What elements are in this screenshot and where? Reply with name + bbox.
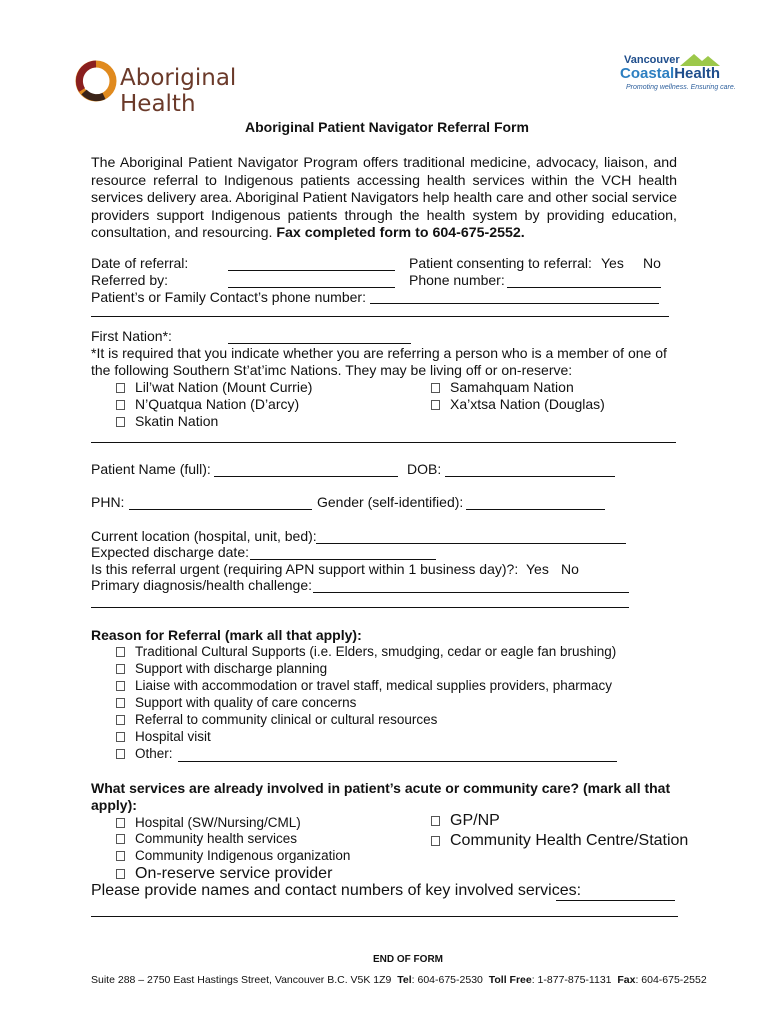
nation-skatin[interactable] [116,413,218,429]
nation-nquatqua[interactable] [116,396,299,412]
phone-number-field[interactable] [507,287,661,288]
checkbox[interactable] [116,681,125,691]
checkbox[interactable] [116,698,125,708]
service-label: GP/NP [450,812,500,829]
checkbox[interactable] [116,869,125,879]
footer-fax-label: Fax [617,974,636,986]
service-community-indigenous[interactable] [116,848,350,864]
divider [91,316,669,317]
checkbox[interactable] [116,732,125,742]
patient-name-label: Patient Name (full): [91,461,211,477]
date-of-referral-label: Date of referral: [91,255,189,271]
reason-item[interactable] [116,729,211,745]
patient-name-field[interactable] [214,476,398,477]
first-nation-note: *It is required that you indicate whether you are referring a person who is a member of one of the following Southern St’at’imc Nations. They may be living off or on-reserve: [91,345,667,378]
reason-item-label: Support with quality of care concerns [135,695,357,710]
urgent-yes-option[interactable]: Yes [526,561,549,577]
reason-item[interactable] [116,695,356,711]
checkbox[interactable] [431,816,440,826]
dob-label: DOB: [407,461,442,477]
checkbox[interactable] [116,749,125,759]
footer-contact [91,974,707,986]
footer-tel-label: Tel [397,974,412,986]
reason-item[interactable] [116,712,437,728]
referred-by-field[interactable] [228,287,395,288]
intro-text: The Aboriginal Patient Navigator Program offers traditional medicine, advocacy, liaison, and resource referral to Indigenous patients accessing health services within the VCH health services delivery area. Aboriginal Patient Navigators help health care and other social service providers support Indigenous patients through the health system by providing education, consultation, and resourcing. [91,155,677,241]
service-label: On-reserve service provider [135,865,333,882]
nation-lilwat[interactable] [116,379,312,395]
reason-item-label: Liaise with accommodation or travel staff, medical supplies providers, pharmacy [135,678,612,693]
vch-tagline: Promoting wellness. Ensuring care. [626,84,736,91]
aboriginal-health-logo [74,56,304,117]
checkbox[interactable] [116,417,125,427]
names-prompt: Please provide names and contact numbers of key involved services: [91,882,582,899]
discharge-date-field[interactable] [250,559,436,560]
current-location-label: Current location (hospital, unit, bed): [91,528,317,544]
nation-lilwat-label: Lil’wat Nation (Mount Currie) [135,379,313,395]
reason-item-label: Hospital visit [135,729,211,744]
nation-skatin-label: Skatin Nation [135,413,219,429]
service-label: Community health services [135,831,298,846]
reason-item-label: Traditional Cultural Supports (i.e. Elders, smudging, cedar or eagle fan brushing) [135,644,617,659]
service-hospital[interactable] [116,815,301,831]
phn-label: PHN: [91,494,125,510]
footer-tollfree: : 1-877-875-1131 [531,974,612,986]
reason-item-label: Support with discharge planning [135,661,328,676]
primary-diagnosis-field[interactable] [313,592,629,593]
checkbox[interactable] [116,647,125,657]
nation-xaxtsa[interactable] [431,396,605,412]
nation-samahquam[interactable] [431,379,574,395]
urgent-no-option[interactable]: No [561,561,579,577]
intro-paragraph [91,155,677,243]
reason-item[interactable] [116,661,327,677]
date-of-referral-field[interactable] [228,270,395,271]
checkbox[interactable] [116,715,125,725]
checkbox[interactable] [116,818,125,828]
names-field[interactable] [556,900,675,901]
phn-field[interactable] [129,509,312,510]
vch-health: Health [674,65,721,82]
checkbox[interactable] [431,400,440,410]
reason-item-label: Other: [135,746,173,761]
fax-note: Fax completed form to 604-675-2552. [276,225,525,241]
footer-address: Suite 288 – 2750 East Hastings Street, Vancouver B.C. V5K 1Z9 [91,974,392,986]
aboriginal-health-circle-icon [74,58,118,104]
footer-fax: : 604-675-2552 [635,974,707,986]
checkbox[interactable] [116,664,125,674]
other-reason-field[interactable] [178,761,617,762]
service-gpnp[interactable] [431,812,500,830]
aboriginal-health-wordmark: Aboriginal Health [120,65,237,117]
first-nation-field[interactable] [228,343,411,344]
end-of-form: END OF FORM [373,954,443,965]
service-label: Community Indigenous organization [135,848,351,863]
footer-tollfree-label: Toll Free [488,974,532,986]
service-on-reserve[interactable] [116,865,332,883]
names-field-line2[interactable] [91,916,678,917]
checkbox[interactable] [431,836,440,846]
reason-item-label: Referral to community clinical or cultural resources [135,712,438,727]
services-heading: What services are already involved in patient’s acute or community care? (mark all that apply): [91,780,671,813]
consent-no-option[interactable]: No [643,255,661,271]
vch-coastal: Coastal [620,65,675,82]
contact-phone-label: Patient’s or Family Contact’s phone number: [91,289,366,305]
form-title: Aboriginal Patient Navigator Referral Form [245,119,529,135]
referred-by-label: Referred by: [91,272,169,288]
discharge-date-label: Expected discharge date: [91,544,249,560]
footer-tel: : 604-675-2530 [411,974,483,986]
service-chc[interactable] [431,832,688,850]
current-location-field[interactable] [316,543,626,544]
vch-line2 [620,65,720,82]
service-label: Hospital (SW/Nursing/CML) [135,815,301,830]
reason-item[interactable] [116,644,616,660]
first-nation-label: First Nation*: [91,328,172,344]
vch-logo [618,52,736,98]
gender-field[interactable] [466,509,605,510]
nation-nquatqua-label: N’Quatqua Nation (D’arcy) [135,396,300,412]
checkbox[interactable] [431,383,440,393]
urgent-question: Is this referral urgent (requiring APN support within 1 business day)?: [91,561,519,577]
checkbox[interactable] [116,383,125,393]
primary-diagnosis-label: Primary diagnosis/health challenge: [91,577,313,593]
checkbox[interactable] [116,400,125,410]
consent-yes-option[interactable]: Yes [601,255,624,271]
reason-item[interactable] [116,678,612,694]
phone-number-label: Phone number: [409,272,505,288]
gender-label: Gender (self-identified): [317,494,464,510]
service-label: Community Health Centre/Station [450,832,689,849]
nation-xaxtsa-label: Xa’xtsa Nation (Douglas) [450,396,605,412]
checkbox[interactable] [116,834,125,844]
divider [91,442,676,443]
contact-phone-field[interactable] [370,303,659,304]
dob-field[interactable] [445,476,615,477]
reason-heading: Reason for Referral (mark all that apply): [91,627,362,643]
vch-line1: Vancouver [624,54,680,66]
nation-samahquam-label: Samahquam Nation [450,379,574,395]
checkbox[interactable] [116,851,125,861]
reason-item-other[interactable] [116,746,173,762]
mountain-icon [680,52,720,66]
primary-diagnosis-field-line2[interactable] [91,607,629,608]
service-community-health[interactable] [116,831,297,847]
patient-consenting-label: Patient consenting to referral: [409,255,592,271]
